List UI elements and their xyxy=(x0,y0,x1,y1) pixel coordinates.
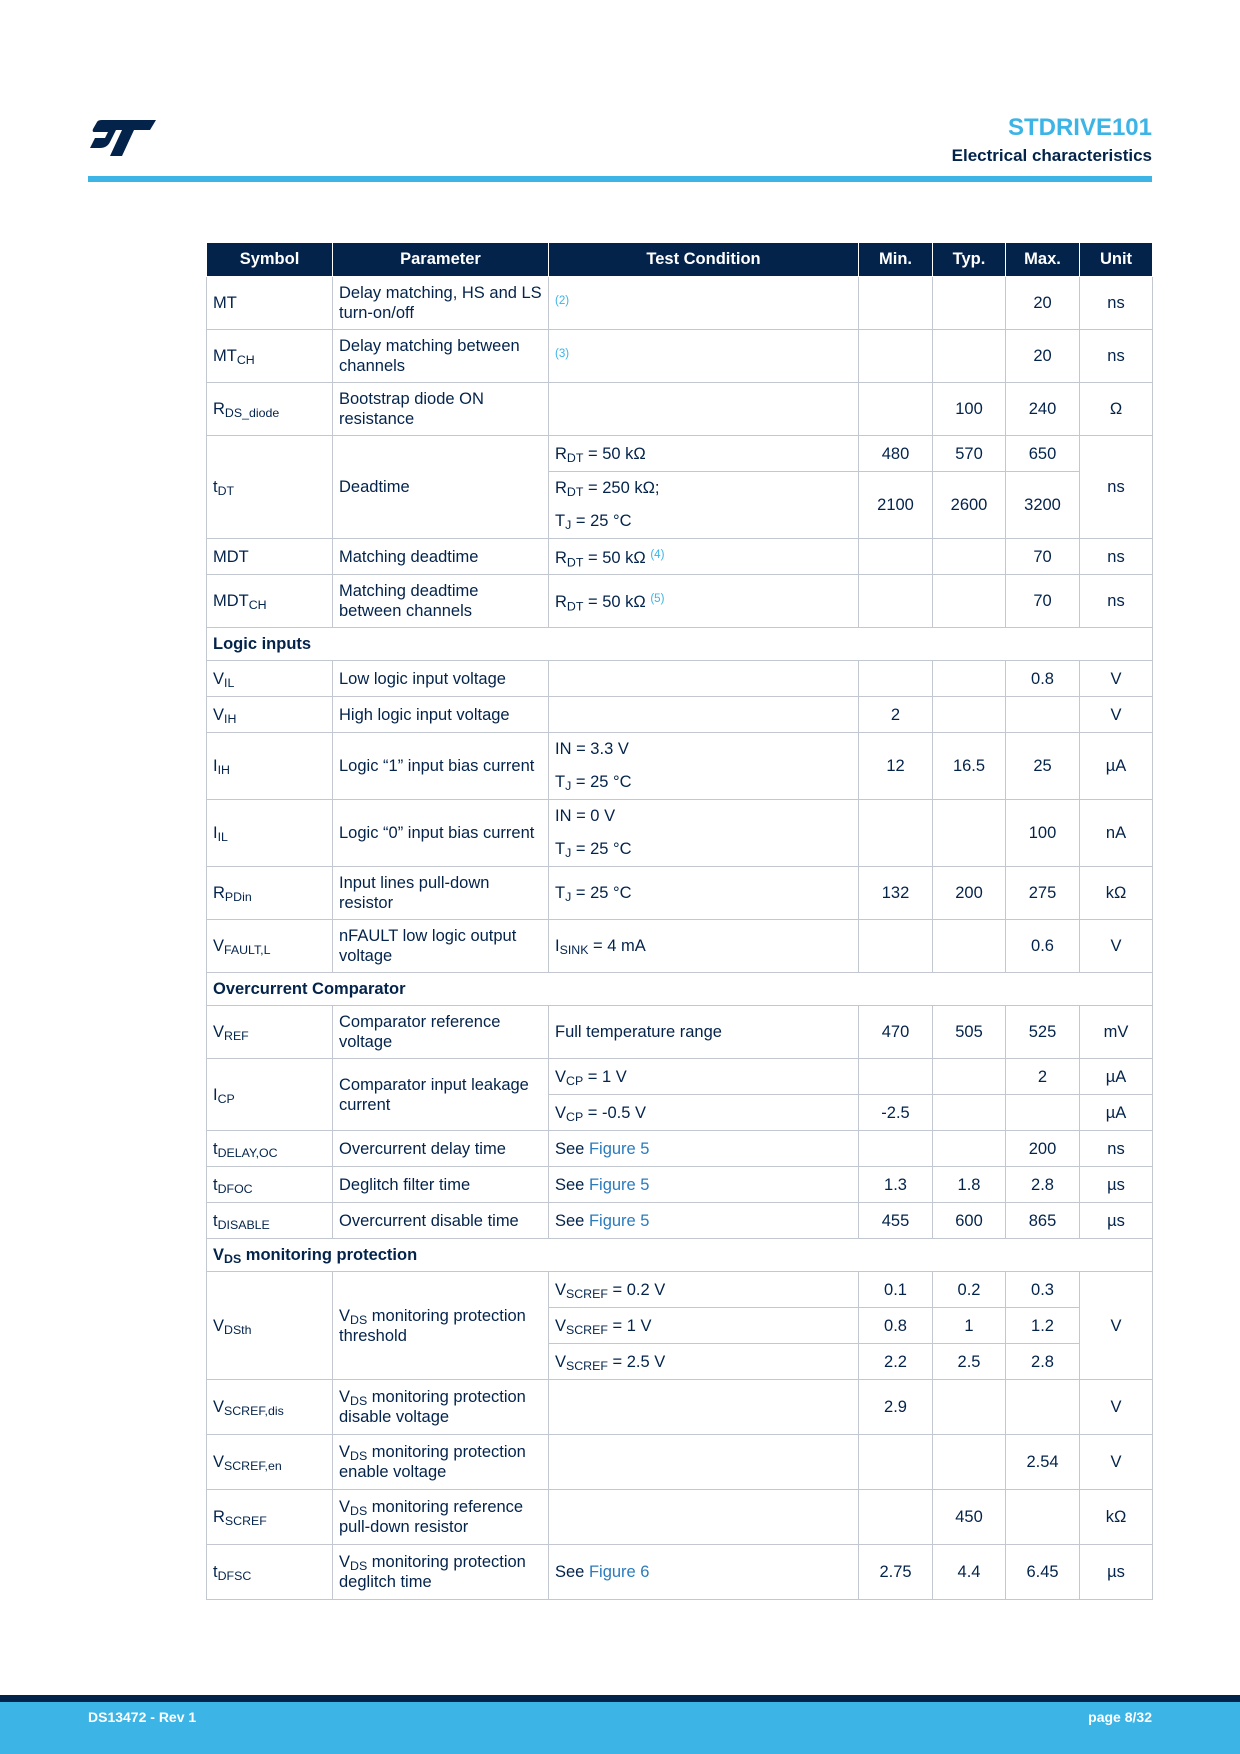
max-cell xyxy=(1006,1490,1080,1545)
min-cell: 0.8 xyxy=(859,1308,933,1344)
symbol-cell: $MT_{CH}$ xyxy=(207,330,333,383)
table-row xyxy=(207,867,1153,920)
parameter-cell: Comparator reference voltage xyxy=(333,1006,549,1059)
symbol-cell: $V_{FAULT,L}$ xyxy=(207,920,333,973)
unit-cell: V xyxy=(1080,697,1153,733)
max-cell: 275 xyxy=(1006,867,1080,920)
condition-cell: $V_{SCREF} = 0.2$ V xyxy=(549,1272,859,1308)
document-title: STDRIVE101 xyxy=(1007,114,1152,141)
min-cell: 2.75 xyxy=(859,1545,933,1600)
max-cell: 0.8 xyxy=(1006,661,1080,697)
typ-cell xyxy=(933,920,1006,973)
table-row xyxy=(207,1167,1153,1203)
unit-cell: V xyxy=(1080,920,1153,973)
symbol-cell: $I_{IL}$ xyxy=(207,800,333,867)
header-rule xyxy=(88,176,1152,182)
table-row xyxy=(207,1059,1153,1095)
typ-cell: 600 xyxy=(933,1203,1006,1239)
condition-cell: $R_{DT} = 250$ kΩ; $T_J = 25$ °C xyxy=(549,472,859,539)
condition-cell: Full temperature range xyxy=(549,1006,859,1059)
symbol-cell: $R_{DS\_diode}$ xyxy=(207,383,333,436)
table-row xyxy=(207,1272,1153,1308)
table-row xyxy=(207,1435,1153,1490)
condition-cell xyxy=(549,277,859,330)
parameter-cell: $V_{DS}$ monitoring protection disable voltage xyxy=(333,1380,549,1435)
condition-cell: $T_J = 25$ °C xyxy=(549,867,859,920)
footnote-link[interactable]: (3) xyxy=(555,348,570,361)
unit-cell: ns xyxy=(1080,575,1153,628)
st-logo-icon xyxy=(88,118,158,158)
min-cell xyxy=(859,330,933,383)
parameter-cell: Input lines pull-down resistor xyxy=(333,867,549,920)
condition-cell xyxy=(549,1435,859,1490)
condition-cell: See Figure 5 xyxy=(549,1167,859,1203)
condition-cell xyxy=(549,1380,859,1435)
symbol-cell: $I_{IH}$ xyxy=(207,733,333,800)
max-cell: 865 xyxy=(1006,1203,1080,1239)
condition-cell: IN = 0 V $T_J = 25$ °C xyxy=(549,800,859,867)
symbol-cell: $R_{SCREF}$ xyxy=(207,1490,333,1545)
symbol-cell: MT xyxy=(207,277,333,330)
condition-cell: See Figure 5 xyxy=(549,1131,859,1167)
symbol-cell: $t_{DISABLE}$ xyxy=(207,1203,333,1239)
table-row xyxy=(207,1203,1153,1239)
min-cell xyxy=(859,383,933,436)
table-row xyxy=(207,330,1153,383)
min-cell xyxy=(859,575,933,628)
table-row xyxy=(207,436,1153,472)
section-row xyxy=(207,628,1153,661)
max-cell: 240 xyxy=(1006,383,1080,436)
table-row xyxy=(207,575,1153,628)
parameter-cell: Deadtime xyxy=(333,436,549,539)
max-cell: 2.54 xyxy=(1006,1435,1080,1490)
condition-cell: $V_{SCREF} = 2.5$ V xyxy=(549,1344,859,1380)
max-cell: 25 xyxy=(1006,733,1080,800)
typ-cell xyxy=(933,1380,1006,1435)
col-header-min: Min. xyxy=(859,243,933,277)
section-row xyxy=(207,973,1153,1006)
typ-cell xyxy=(933,330,1006,383)
typ-cell xyxy=(933,1131,1006,1167)
typ-cell xyxy=(933,661,1006,697)
max-cell: 20 xyxy=(1006,330,1080,383)
unit-cell: ns xyxy=(1080,277,1153,330)
min-cell: 470 xyxy=(859,1006,933,1059)
max-cell: 0.6 xyxy=(1006,920,1080,973)
unit-cell: Ω xyxy=(1080,383,1153,436)
condition-cell: $V_{CP} = 1$ V xyxy=(549,1059,859,1095)
min-cell xyxy=(859,539,933,575)
parameter-cell: Matching deadtime xyxy=(333,539,549,575)
min-cell: 2.2 xyxy=(859,1344,933,1380)
unit-cell: µs xyxy=(1080,1167,1153,1203)
typ-cell: 450 xyxy=(933,1490,1006,1545)
typ-cell xyxy=(933,1435,1006,1490)
min-cell xyxy=(859,661,933,697)
parameter-cell: nFAULT low logic output voltage xyxy=(333,920,549,973)
footnote-link[interactable]: (2) xyxy=(555,295,570,308)
col-header-typ: Typ. xyxy=(933,243,1006,277)
condition-cell xyxy=(549,697,859,733)
condition-cell: $R_{DT} = 50$ kΩ $^{(5)}$ xyxy=(549,575,859,628)
condition-cell xyxy=(549,383,859,436)
condition-cell xyxy=(549,330,859,383)
table-row xyxy=(207,697,1153,733)
min-cell xyxy=(859,1059,933,1095)
typ-cell xyxy=(933,1095,1006,1131)
parameter-cell: Overcurrent disable time xyxy=(333,1203,549,1239)
parameter-cell: Overcurrent delay time xyxy=(333,1131,549,1167)
max-cell: 20 xyxy=(1006,277,1080,330)
typ-cell: 1.8 xyxy=(933,1167,1006,1203)
parameter-cell: $V_{DS}$ monitoring reference pull-down resistor xyxy=(333,1490,549,1545)
max-cell xyxy=(1006,1095,1080,1131)
min-cell xyxy=(859,800,933,867)
parameter-cell: Delay matching between channels xyxy=(333,330,549,383)
unit-cell: ns xyxy=(1080,436,1153,539)
typ-cell: 570 xyxy=(933,436,1006,472)
min-cell: 2 xyxy=(859,697,933,733)
parameter-cell: $V_{DS}$ monitoring protection threshold xyxy=(333,1272,549,1380)
parameter-cell: $V_{DS}$ monitoring protection enable voltage xyxy=(333,1435,549,1490)
unit-cell: V xyxy=(1080,1272,1153,1380)
table-row xyxy=(207,1380,1153,1435)
max-cell: 6.45 xyxy=(1006,1545,1080,1600)
col-header-max: Max. xyxy=(1006,243,1080,277)
condition-cell xyxy=(549,661,859,697)
min-cell: 0.1 xyxy=(859,1272,933,1308)
symbol-cell: $I_{CP}$ xyxy=(207,1059,333,1131)
page-number: page 8/32 xyxy=(1088,1709,1152,1725)
symbol-cell: $t_{DFSC}$ xyxy=(207,1545,333,1600)
unit-cell: V xyxy=(1080,661,1153,697)
table-row xyxy=(207,1490,1153,1545)
parameter-cell: Logic “1” input bias current xyxy=(333,733,549,800)
symbol-cell: $V_{SCREF,dis}$ xyxy=(207,1380,333,1435)
table-row xyxy=(207,661,1153,697)
min-cell: 480 xyxy=(859,436,933,472)
parameter-cell: Deglitch filter time xyxy=(333,1167,549,1203)
typ-cell: 2.5 xyxy=(933,1344,1006,1380)
typ-cell xyxy=(933,697,1006,733)
unit-cell: V xyxy=(1080,1435,1153,1490)
table-row xyxy=(207,539,1153,575)
condition-cell: $V_{SCREF} = 1$ V xyxy=(549,1308,859,1344)
max-cell: 70 xyxy=(1006,575,1080,628)
max-cell: 2 xyxy=(1006,1059,1080,1095)
parameter-cell: Low logic input voltage xyxy=(333,661,549,697)
document-id: DS13472 - Rev 1 xyxy=(88,1709,197,1725)
unit-cell: ns xyxy=(1080,1131,1153,1167)
symbol-cell: $V_{REF}$ xyxy=(207,1006,333,1059)
footer-band xyxy=(0,1695,1240,1702)
table-row xyxy=(207,800,1153,867)
min-cell: 12 xyxy=(859,733,933,800)
typ-cell: 4.4 xyxy=(933,1545,1006,1600)
typ-cell: 0.2 xyxy=(933,1272,1006,1308)
figure-link[interactable]: Figure 5 xyxy=(588,1175,650,1194)
typ-cell xyxy=(933,539,1006,575)
table-row xyxy=(207,277,1153,330)
table-row xyxy=(207,1006,1153,1059)
table-row xyxy=(207,733,1153,800)
condition-cell: $R_{DT} = 50$ kΩ xyxy=(549,436,859,472)
max-cell: 1.2 xyxy=(1006,1308,1080,1344)
parameter-cell: High logic input voltage xyxy=(333,697,549,733)
min-cell xyxy=(859,1490,933,1545)
condition-cell: $V_{CP} = -0.5$ V xyxy=(549,1095,859,1131)
col-header-symbol: Symbol xyxy=(207,243,333,277)
typ-cell xyxy=(933,1059,1006,1095)
max-cell: 2.8 xyxy=(1006,1344,1080,1380)
condition-cell: $R_{DT} = 50$ kΩ $^{(4)}$ xyxy=(549,539,859,575)
unit-cell: kΩ xyxy=(1080,1490,1153,1545)
max-cell: 650 xyxy=(1006,436,1080,472)
condition-cell: $I_{SINK} = 4$ mA xyxy=(549,920,859,973)
typ-cell: 200 xyxy=(933,867,1006,920)
min-cell: 1.3 xyxy=(859,1167,933,1203)
parameter-cell: Comparator input leakage current xyxy=(333,1059,549,1131)
typ-cell xyxy=(933,575,1006,628)
typ-cell: 505 xyxy=(933,1006,1006,1059)
min-cell xyxy=(859,1435,933,1490)
max-cell xyxy=(1006,1380,1080,1435)
min-cell: -2.5 xyxy=(859,1095,933,1131)
symbol-cell: $t_{DFOC}$ xyxy=(207,1167,333,1203)
section-heading-logic-inputs: Logic inputs xyxy=(207,628,1153,661)
condition-cell xyxy=(549,1490,859,1545)
symbol-cell: MDT xyxy=(207,539,333,575)
unit-cell: kΩ xyxy=(1080,867,1153,920)
col-header-parameter: Parameter xyxy=(333,243,549,277)
max-cell xyxy=(1006,697,1080,733)
max-cell: 2.8 xyxy=(1006,1167,1080,1203)
unit-cell: µA xyxy=(1080,1095,1153,1131)
unit-cell: ns xyxy=(1080,330,1153,383)
max-cell: 200 xyxy=(1006,1131,1080,1167)
typ-cell xyxy=(933,277,1006,330)
table-row xyxy=(207,383,1153,436)
condition-cell: IN = 3.3 V $T_J = 25$ °C xyxy=(549,733,859,800)
symbol-cell: $V_{IL}$ xyxy=(207,661,333,697)
min-cell xyxy=(859,1131,933,1167)
typ-cell xyxy=(933,800,1006,867)
unit-cell: V xyxy=(1080,1380,1153,1435)
unit-cell: µs xyxy=(1080,1545,1153,1600)
parameter-cell: $V_{DS}$ monitoring protection deglitch time xyxy=(333,1545,549,1600)
unit-cell: nA xyxy=(1080,800,1153,867)
symbol-cell: $t_{DELAY,OC}$ xyxy=(207,1131,333,1167)
table-row xyxy=(207,1545,1153,1600)
typ-cell: 100 xyxy=(933,383,1006,436)
table-row xyxy=(207,920,1153,973)
parameter-cell: Delay matching, HS and LS turn-on/off xyxy=(333,277,549,330)
max-cell: 3200 xyxy=(1006,472,1080,539)
section-heading-vds-monitoring: $V_{DS}$ monitoring protection xyxy=(207,1239,1153,1272)
typ-cell: 1 xyxy=(933,1308,1006,1344)
min-cell: 2100 xyxy=(859,472,933,539)
symbol-cell: $t_{DT}$ xyxy=(207,436,333,539)
unit-cell: ns xyxy=(1080,539,1153,575)
logo-text: ST xyxy=(88,118,90,119)
typ-cell: 2600 xyxy=(933,472,1006,539)
condition-cell: See Figure 6 xyxy=(549,1545,859,1600)
section-heading-overcurrent: Overcurrent Comparator xyxy=(207,973,1153,1006)
condition-cell: See Figure 5 xyxy=(549,1203,859,1239)
parameter-cell: Bootstrap diode ON resistance xyxy=(333,383,549,436)
footnote-link[interactable]: (5) xyxy=(650,593,665,606)
max-cell: 100 xyxy=(1006,800,1080,867)
figure-link[interactable]: Figure 5 xyxy=(588,1139,650,1158)
section-row xyxy=(207,1239,1153,1272)
table-header-row xyxy=(207,243,1153,277)
min-cell xyxy=(859,920,933,973)
min-cell: 455 xyxy=(859,1203,933,1239)
unit-cell: µs xyxy=(1080,1203,1153,1239)
electrical-characteristics-table xyxy=(206,242,1153,1600)
min-cell: 132 xyxy=(859,867,933,920)
col-header-test-condition: Test Condition xyxy=(549,243,859,277)
unit-cell: µA xyxy=(1080,733,1153,800)
typ-cell: 16.5 xyxy=(933,733,1006,800)
symbol-cell: $MDT_{CH}$ xyxy=(207,575,333,628)
min-cell xyxy=(859,277,933,330)
figure-link[interactable]: Figure 6 xyxy=(588,1563,650,1581)
figure-link[interactable]: Figure 5 xyxy=(588,1211,650,1230)
parameter-cell: Matching deadtime between channels xyxy=(333,575,549,628)
table-row xyxy=(207,1131,1153,1167)
unit-cell: µA xyxy=(1080,1059,1153,1095)
symbol-cell: $V_{SCREF,en}$ xyxy=(207,1435,333,1490)
max-cell: 525 xyxy=(1006,1006,1080,1059)
symbol-cell: $R_{PDin}$ xyxy=(207,867,333,920)
symbol-cell: $V_{IH}$ xyxy=(207,697,333,733)
max-cell: 70 xyxy=(1006,539,1080,575)
unit-cell: mV xyxy=(1080,1006,1153,1059)
footnote-link[interactable]: (4) xyxy=(650,548,665,561)
min-cell: 2.9 xyxy=(859,1380,933,1435)
max-cell: 0.3 xyxy=(1006,1272,1080,1308)
symbol-cell: $V_{DSth}$ xyxy=(207,1272,333,1380)
section-title: Electrical characteristics xyxy=(951,146,1152,165)
parameter-cell: Logic “0” input bias current xyxy=(333,800,549,867)
col-header-unit: Unit xyxy=(1080,243,1153,277)
